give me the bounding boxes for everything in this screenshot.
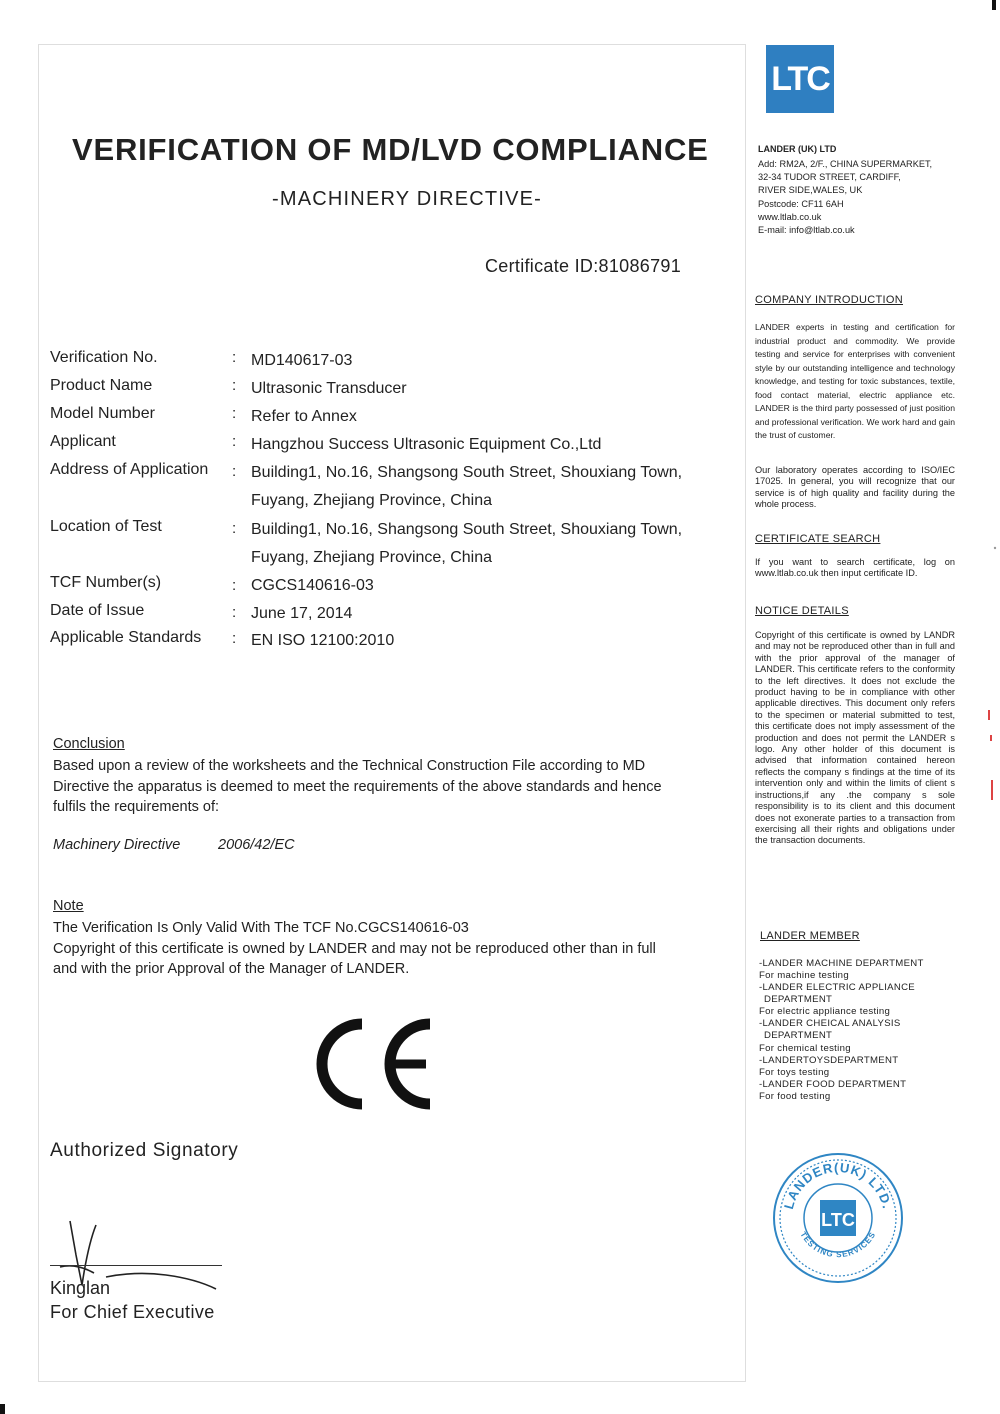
stamp-bottom-text: TESTING SERVICES: [798, 1230, 878, 1260]
field-colon: :: [232, 463, 237, 480]
certificate-search-text: If you want to search certificate, log on www.ltlab.co.uk then input certificate ID.: [755, 557, 955, 579]
member-department: -LANDER MACHINE DEPARTMENT: [759, 958, 924, 969]
signer-name: Kinglan: [50, 1278, 111, 1298]
member-department: DEPARTMENT: [764, 1030, 833, 1041]
document-subtitle: -MACHINERY DIRECTIVE-: [272, 188, 543, 210]
field-value-address-of-application-line2: Fuyang, Zhejiang Province, China: [251, 492, 493, 509]
directive-name: Machinery Directive: [53, 837, 181, 853]
member-department: -LANDER FOOD DEPARTMENT: [759, 1079, 907, 1090]
member-department: -LANDER CHEICAL ANALYSIS: [759, 1018, 901, 1029]
note-line: Copyright of this certificate is owned by LANDER and may not be reproduced other than in full: [53, 940, 656, 957]
scan-specks: [940, 0, 1000, 1414]
company-introduction-heading: COMPANY INTRODUCTION: [755, 294, 903, 306]
field-label-verification-no: Verification No.: [50, 349, 158, 366]
field-colon: :: [232, 630, 237, 647]
note-line: The Verification Is Only Valid With The TCF No.CGCS140616-03: [53, 920, 469, 936]
conclusion-line: Directive the apparatus is deemed to meet the requirements of the above standards and hence: [53, 778, 662, 795]
notice-details-text: Copyright of this certificate is owned by LANDR and may not be reproduced other than in full and with the prior approval of the manager of LANDER. This certificate refers to the conformity to the left directives. It does not exclude the product having to be in compliance with other applicable directives. This document only refers to the specimen or material submitted to test, this certificate does not imply assessment of the production and does not permit the LANDER s logo. Any other holder of this document is advised that information contained hereon reflects the company s findings at the time of its intervention only and within the limits of client s instructions,if any .the company s sole responsibility is to its client and this document does not exonerate parties to a transaction from exercising all their rights and obligations under the transaction documents.: [755, 630, 955, 846]
field-colon: :: [232, 349, 237, 366]
document-title: VERIFICATION OF MD/LVD COMPLIANCE: [72, 132, 709, 167]
note-line: and with the prior Approval of the Manager of LANDER.: [53, 961, 410, 977]
issuer-website: www.ltlab.co.uk: [758, 212, 822, 222]
member-department: -LANDER ELECTRIC APPLIANCE: [759, 982, 916, 993]
field-colon: :: [232, 377, 237, 394]
field-value-location-of-test-line2: Fuyang, Zhejiang Province, China: [251, 549, 493, 566]
field-value-applicable-standards: EN ISO 12100:2010: [251, 632, 395, 649]
field-label-model-number: Model Number: [50, 405, 155, 422]
notice-details-heading: NOTICE DETAILS: [755, 605, 849, 617]
laboratory-accreditation-text: Our laboratory operates according to ISO/IEC 17025. In general, you will recognize that our service is of high quality and facility during the whole process.: [755, 465, 955, 510]
conclusion-line: Based upon a review of the worksheets and the Technical Construction File according to MD: [53, 758, 646, 774]
issuer-postcode: Postcode: CF11 6AH: [758, 199, 844, 209]
company-introduction-text: LANDER experts in testing and certification for industrial product and commodity. We provide testing and service for enterprises with convenient style by our outstanding intelligence and technology knowledge, and testing for toxic substances, textile, food contact material, electric appliance etc. LANDER is the third party possessed of just position and professional verification. We work hard and gain the trust of customer.: [755, 322, 955, 440]
stamp-top-text: LANDER(UK) LTD.: [780, 1159, 896, 1211]
field-colon: :: [232, 433, 237, 450]
field-colon: :: [232, 577, 237, 594]
directive-number: 2006/42/EC: [218, 837, 295, 853]
scan-corner-mark: [0, 1404, 5, 1414]
member-description: For machine testing: [759, 970, 849, 981]
field-value-applicant: Hangzhou Success Ultrasonic Equipment Co.,Ltd: [251, 436, 602, 453]
certificate-sheet: [38, 44, 746, 1382]
conclusion-heading: Conclusion: [53, 736, 125, 752]
field-value-tcf-number: CGCS140616-03: [251, 577, 374, 594]
note-heading: Note: [53, 898, 84, 914]
issuer-email: E-mail: info@ltlab.co.uk: [758, 225, 855, 235]
stamp-center-text: LTC: [821, 1210, 855, 1230]
field-value-verification-no: MD140617-03: [251, 352, 353, 369]
certificate-search-heading: CERTIFICATE SEARCH: [755, 533, 881, 545]
member-description: For toys testing: [759, 1067, 830, 1078]
note-text: [53, 918, 656, 980]
field-colon: :: [232, 604, 237, 621]
field-label-date-of-issue: Date of Issue: [50, 602, 145, 619]
field-value-location-of-test: Building1, No.16, Shangsong South Street, Shouxiang Town,: [251, 521, 683, 538]
authorized-signatory-heading: Authorized Signatory: [50, 1140, 239, 1161]
member-description: For food testing: [759, 1091, 831, 1102]
field-label-location-of-test: Location of Test: [50, 518, 162, 535]
field-label-applicant: Applicant: [50, 433, 116, 450]
conclusion-line: fulfils the requirements of:: [53, 799, 220, 815]
certificate-id: Certificate ID:81086791: [485, 256, 682, 276]
issuer-address-line: RIVER SIDE,WALES, UK: [758, 185, 863, 195]
field-colon: :: [232, 405, 237, 422]
field-value-product-name: Ultrasonic Transducer: [251, 380, 407, 397]
field-colon: :: [232, 520, 237, 537]
field-value-date-of-issue: June 17, 2014: [251, 605, 353, 622]
issuer-address-line: Add: RM2A, 2/F., CHINA SUPERMARKET,: [758, 159, 933, 169]
issuer-company-name: LANDER (UK) LTD: [758, 144, 837, 154]
field-label-applicable-standards: Applicable Standards: [50, 629, 202, 646]
field-label-address-of-application: Address of Application: [50, 461, 209, 478]
member-description: For electric appliance testing: [759, 1006, 891, 1017]
member-department: -LANDERTOYSDEPARTMENT: [759, 1055, 899, 1066]
field-label-product-name: Product Name: [50, 377, 153, 394]
field-value-address-of-application: Building1, No.16, Shangsong South Street, Shouxiang Town,: [251, 464, 683, 481]
conclusion-text: [53, 756, 662, 818]
signer-role: For Chief Executive: [50, 1302, 215, 1322]
official-stamp: [770, 1150, 906, 1286]
member-description: For chemical testing: [759, 1043, 851, 1054]
ltc-logo: [766, 45, 834, 113]
ltc-logo-text: LTC: [771, 60, 829, 98]
issuer-address-line: 32-34 TUDOR STREET, CARDIFF,: [758, 172, 901, 182]
member-department: DEPARTMENT: [764, 994, 833, 1005]
lander-member-heading: LANDER MEMBER: [760, 930, 860, 942]
signature-line: [50, 1265, 222, 1266]
field-value-model-number: Refer to Annex: [251, 408, 357, 425]
ce-mark-icon: [312, 1018, 436, 1110]
field-label-tcf-number: TCF Number(s): [50, 574, 162, 591]
